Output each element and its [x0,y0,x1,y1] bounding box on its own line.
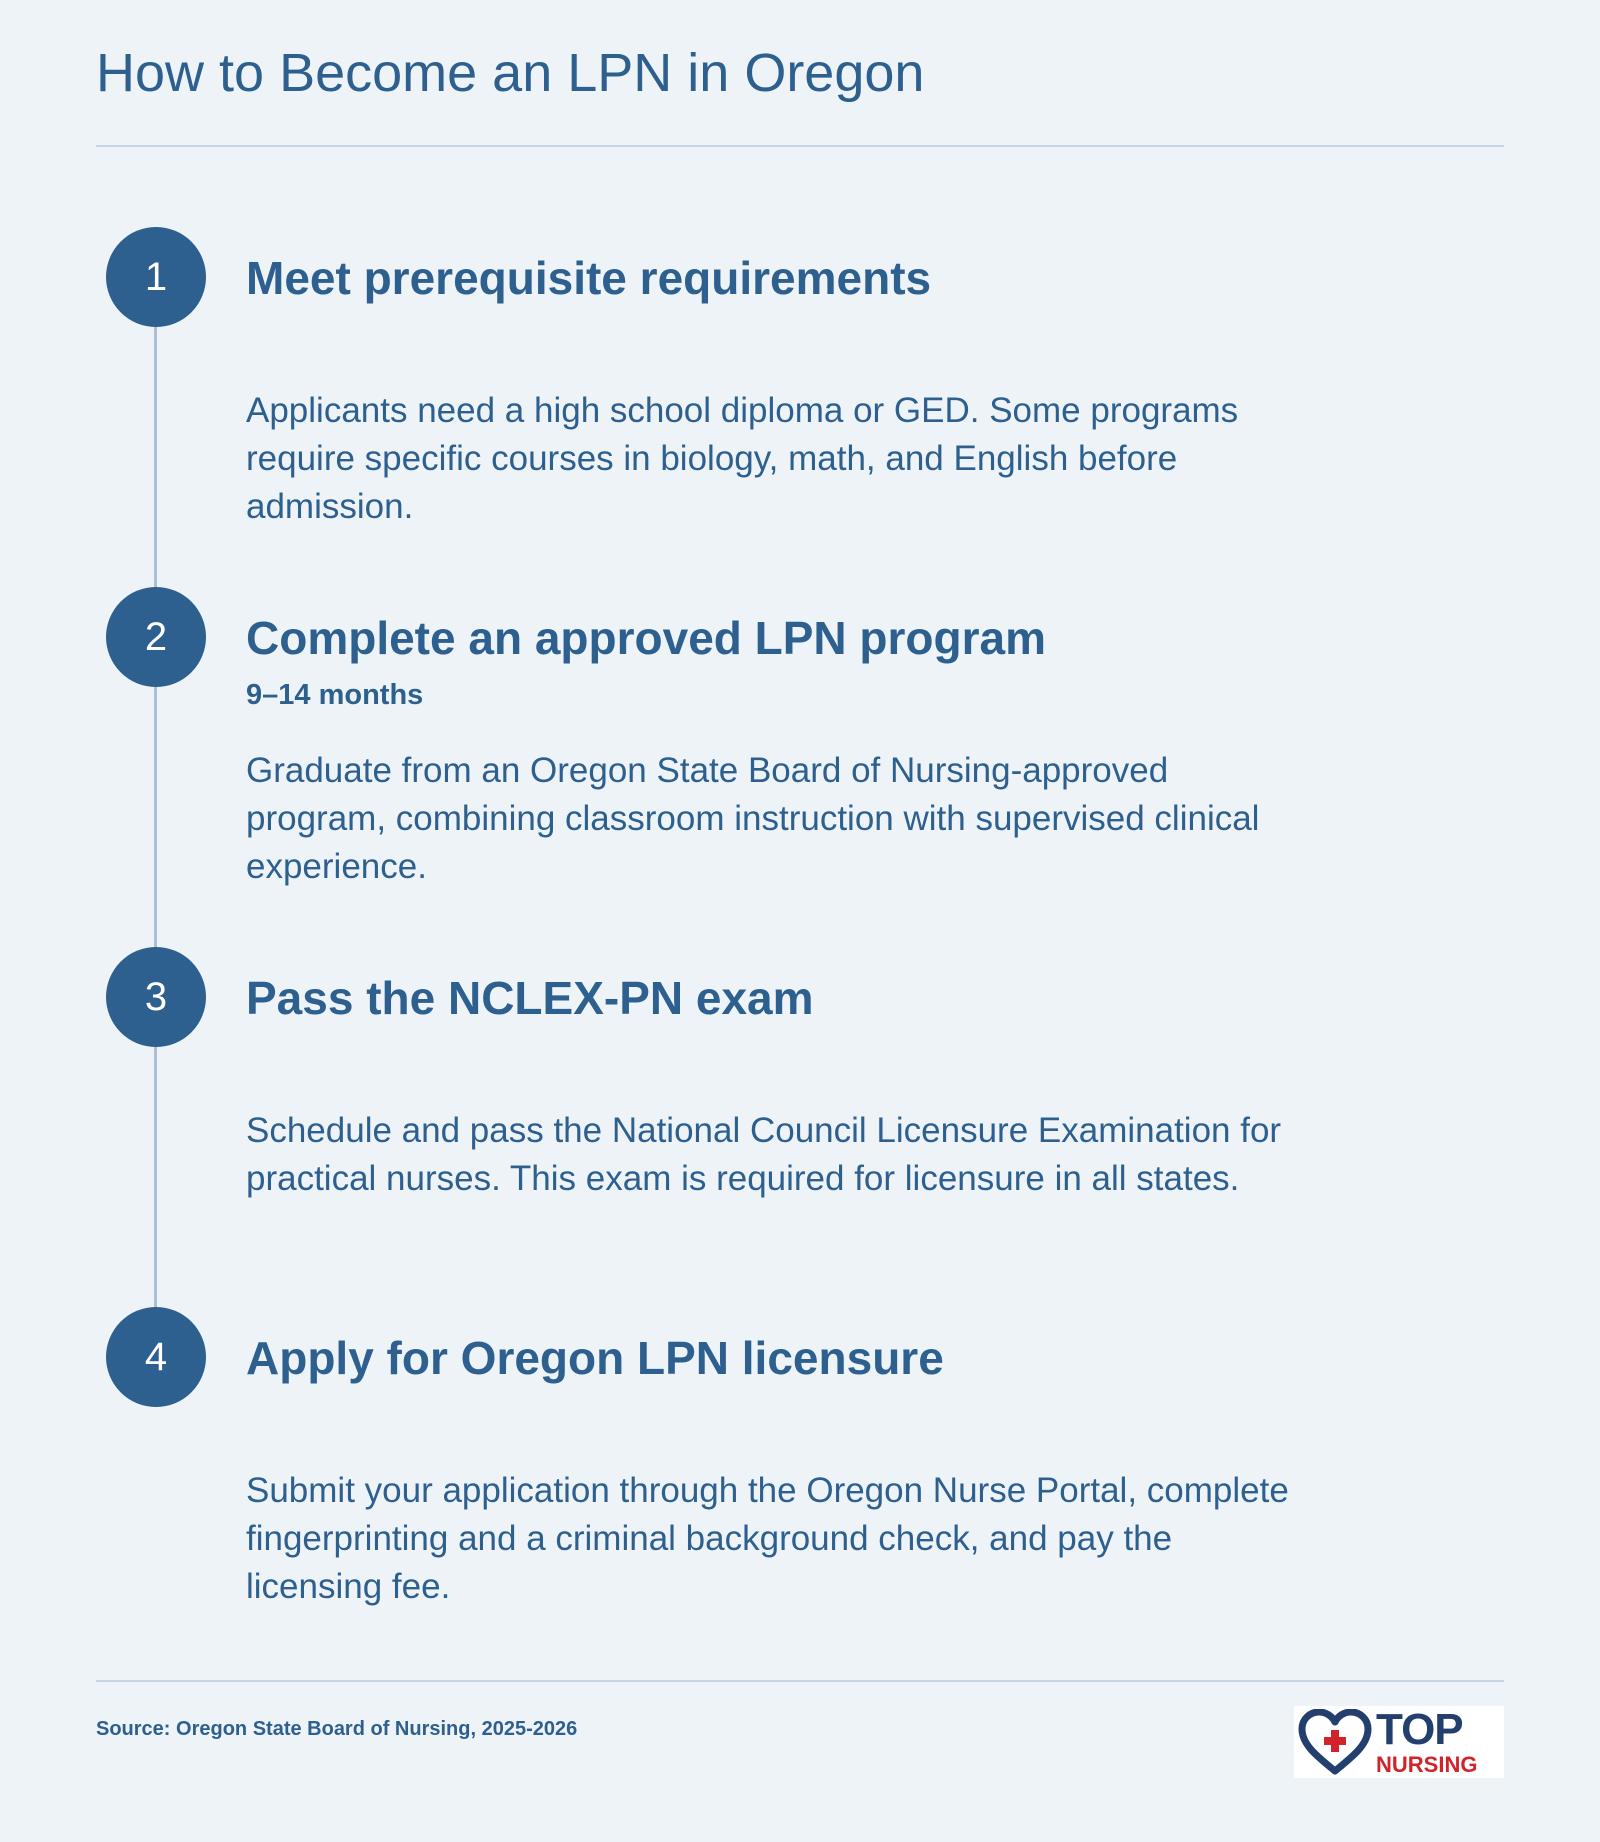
step-title: Complete an approved LPN program [246,612,1047,664]
step-description: Graduate from an Oregon State Board of Nursing-approved program, combining classroom instruction with supervised clinical experience. [246,751,1260,886]
step-description: Applicants need a high school diploma or GED. Some programs require specific courses in biology, math, and English before admission. [246,391,1239,526]
step-number-badge: 1 [106,227,206,327]
top-nursing-logo [1294,1706,1504,1778]
step-title: Pass the NCLEX-PN exam [246,972,814,1024]
logo-wordmark-nursing: NURSING [1376,1752,1478,1777]
step-description: Submit your application through the Oregon Nurse Portal, complete fingerprinting and a criminal background check, and pay the licensing fee. [246,1471,1289,1606]
step-description: Schedule and pass the National Council Licensure Examination for practical nurses. This exam is required for licensure in all states. [246,1111,1282,1198]
footer-divider [96,1680,1504,1682]
heart-cross-icon [1298,1709,1372,1775]
page-title: How to Become an LPN in Oregon [96,43,925,103]
step-title: Apply for Oregon LPN licensure [246,1332,944,1384]
logo-wordmark-top: TOP [1376,1705,1463,1754]
header-divider [96,145,1504,147]
step-title: Meet prerequisite requirements [246,252,932,304]
timeline-line [154,275,157,1355]
source-note: Source: Oregon State Board of Nursing, 2025-2026 [96,1718,578,1740]
step-duration: 9–14 months [246,679,424,711]
step-number-badge: 2 [106,587,206,687]
step-number-badge: 3 [106,947,206,1047]
step-number-badge: 4 [106,1307,206,1407]
